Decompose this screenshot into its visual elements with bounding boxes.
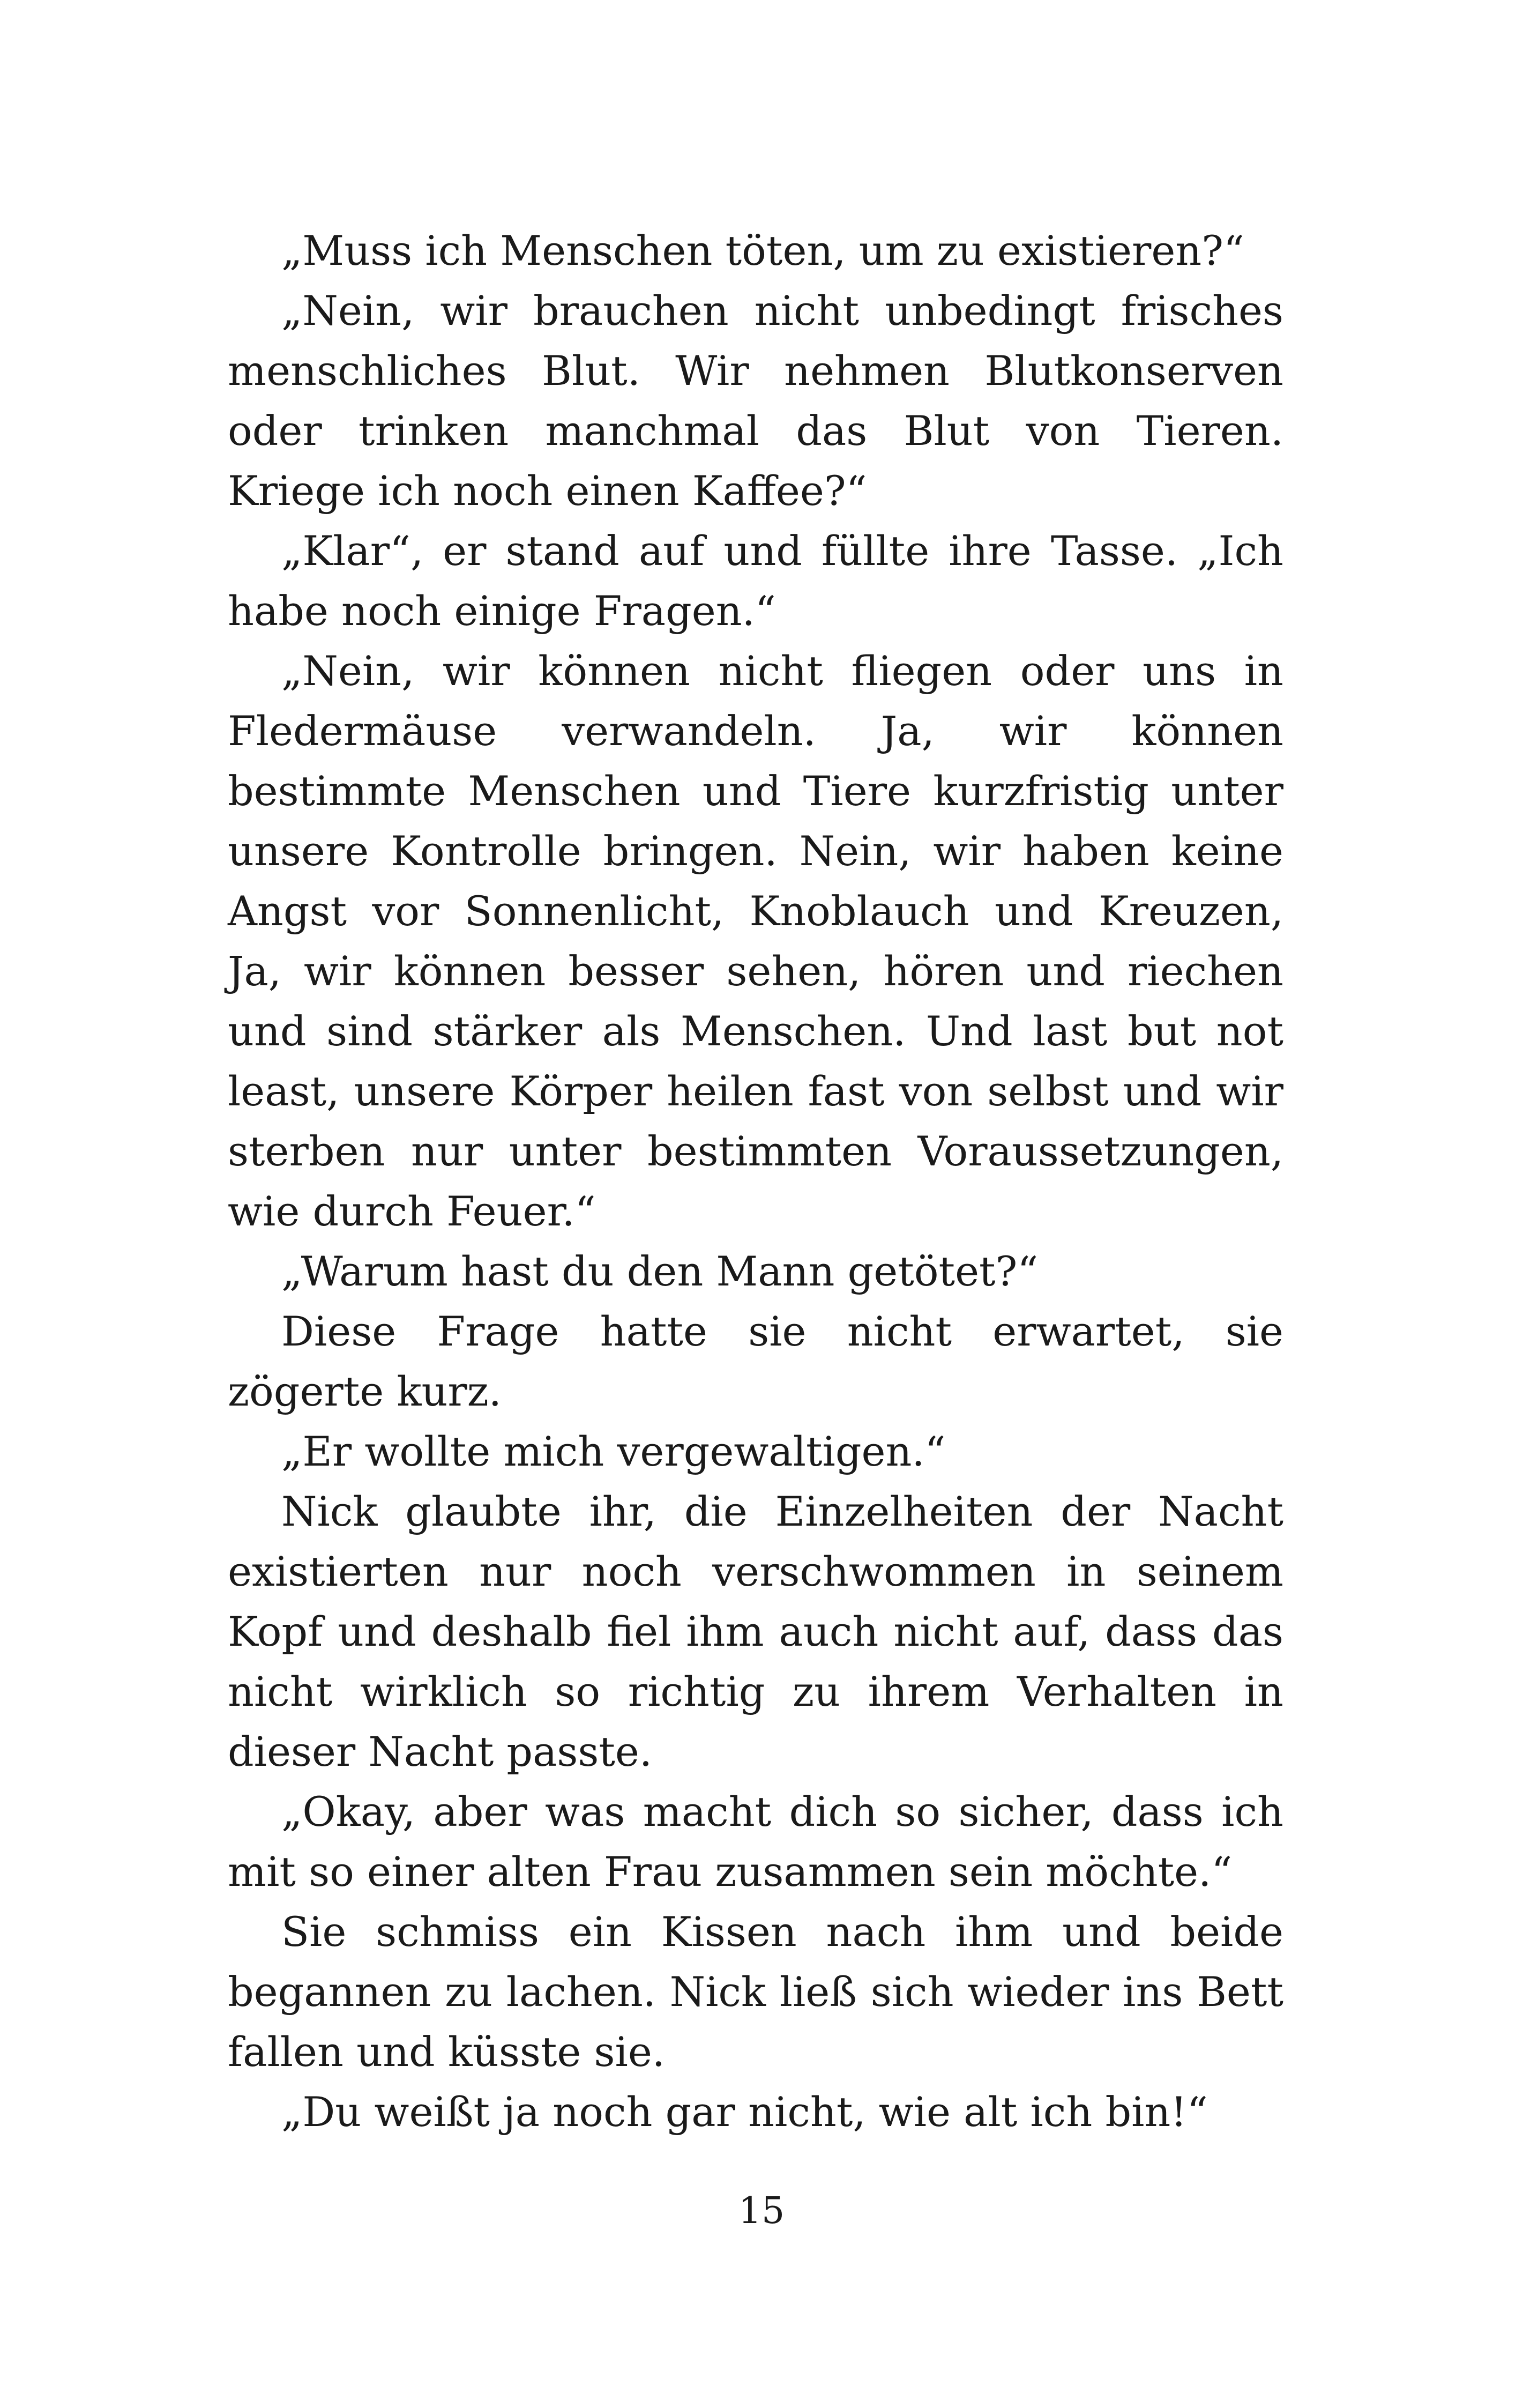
page-number: 15: [738, 2190, 785, 2232]
paragraph: Nick glaubte ihr, die Einzelheiten der Nacht existierten nur noch verschwommen in seinem Kopf und deshalb fiel ihm auch nicht auf, dass das nicht wirklich so richtig zu ihrem Verhalten in dieser Nacht passte.: [228, 1488, 1283, 1775]
paragraph: „Muss ich Menschen töten, um zu existieren?“: [281, 227, 1244, 274]
paragraph: Diese Frage hatte sie nicht erwartet, sie zögerte kurz.: [228, 1307, 1283, 1415]
paragraph: „Du weißt ja noch gar nicht, wie alt ich bin!“: [281, 2088, 1208, 2136]
paragraph: „Okay, aber was macht dich so sicher, dass ich mit so einer alten Frau zusammen sein möchte.“: [228, 1788, 1283, 1896]
body-text: [228, 221, 1283, 2142]
paragraph: „Nein, wir brauchen nicht unbedingt frisches menschliches Blut. Wir nehmen Blutkonserven oder trinken manchmal das Blut von Tieren. Kriege ich noch einen Kaffee?“: [228, 287, 1283, 515]
paragraph: „Warum hast du den Mann getötet?“: [281, 1247, 1039, 1295]
paragraph: Sie schmiss ein Kissen nach ihm und beide begannen zu lachen. Nick ließ sich wieder ins Bett fallen und küsste sie.: [228, 1908, 1283, 2076]
paragraph: „Klar“, er stand auf und füllte ihre Tasse. „Ich habe noch einige Fragen.“: [228, 527, 1283, 635]
paragraph: „Er wollte mich vergewaltigen.“: [281, 1428, 946, 1475]
paragraph: „Nein, wir können nicht fliegen oder uns in Fledermäuse verwandeln. Ja, wir können bestimmte Menschen und Tiere kurzfristig unter unsere Kontrolle bringen. Nein, wir haben keine Angst vor Sonnenlicht, Knoblauch und Kreuzen, Ja, wir können besser sehen, hören und riechen und sind stärker als Menschen. Und last but not least, unsere Körper heilen fast von selbst und wir sterben nur unter bestimmten Voraussetzungen, wie durch Feuer.“: [228, 647, 1283, 1235]
